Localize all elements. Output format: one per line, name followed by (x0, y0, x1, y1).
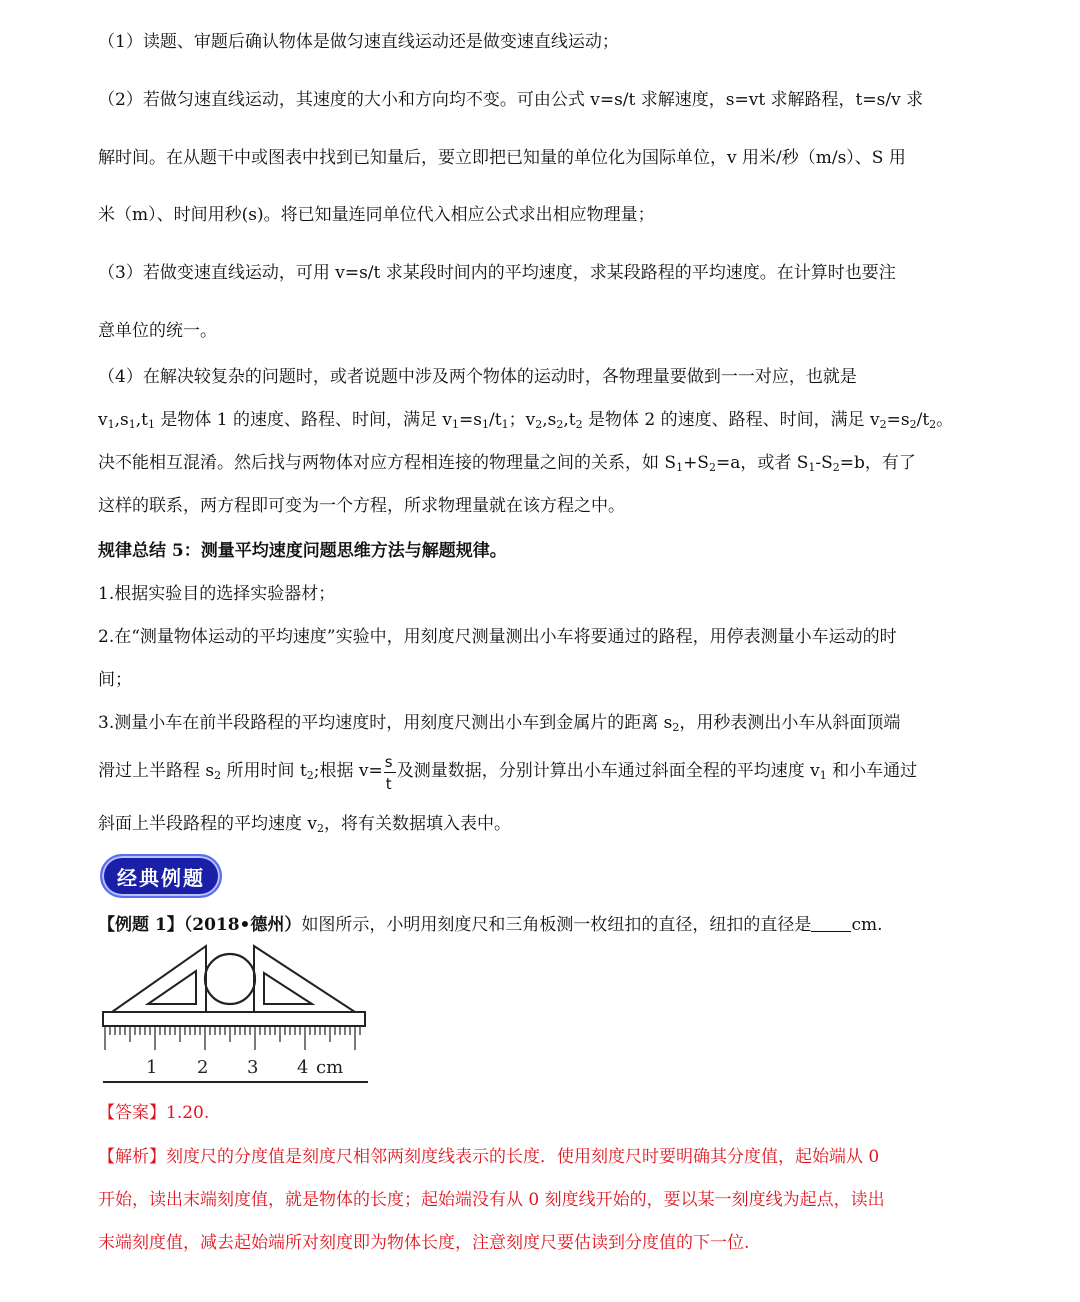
para-4-line-2: $v_1,s_1,t_1$ 是物体 1 的速度、路程、时间，满足 $v_1=s_1/t_1$；$v_2,s_2,t_2$ 是物体 2 的速度、路程、时间，满足 $v_2=s_2/t_2$。 (98, 410, 954, 431)
analysis-text-1: 刻度尺的分度值是刻度尺相邻两刻度线表示的长度．使用刻度尺时要明确其分度值，起始端从 0 (166, 1147, 880, 1167)
analysis-line-1 (98, 1145, 879, 1169)
answer-label: 【答案】 (98, 1103, 166, 1123)
example-unit: cm. (851, 915, 883, 935)
para-3-line-1: （3）若做变速直线运动，可用 v=s/t 求某段时间内的平均速度，求某段路程的平均速度。在计算时也要注 (98, 263, 896, 283)
para-4-line-1: （4）在解决较复杂的问题时，或者说题中涉及两个物体的运动时，各物理量要做到一一对应，也就是 (98, 367, 857, 387)
button-circle (205, 954, 255, 1004)
ruler-label-2: 2 (197, 1057, 209, 1078)
analysis-line-2: 开始，读出末端刻度值，就是物体的长度；起始端没有从 0 刻度线开始的，要以某一刻度线为起点，读出 (98, 1190, 885, 1210)
ruler-label-1: 1 (146, 1057, 158, 1078)
rule5-item-3-line-3: 斜面上半段路程的平均速度 $v_2$，将有关数据填入表中。 (98, 814, 512, 835)
answer-value: 1.20. (166, 1103, 210, 1123)
example-label: 【例题 1】（2018•德州） (98, 915, 302, 935)
ruler-body (103, 1012, 365, 1026)
ruler-label-3: 3 (247, 1057, 259, 1078)
analysis-line-3: 末端刻度值，减去起始端所对刻度即为物体长度，注意刻度尺要估读到分度值的下一位. (98, 1233, 750, 1253)
analysis-label: 【解析】 (98, 1147, 166, 1167)
answer-blank (811, 915, 851, 932)
para-2-line-2: 解时间。在从题干中或图表中找到已知量后，要立即把已知量的单位化为国际单位，v 用米/秒（m/s）、S 用 (98, 148, 906, 168)
right-triangle (254, 946, 355, 1012)
ruler-label-4: 4 (297, 1057, 309, 1078)
fraction-s-over-t: $\frac{s}{t}$ (384, 760, 396, 784)
para-4-line-4: 这样的联系，两方程即可变为一个方程，所求物理量就在该方程之中。 (98, 496, 625, 516)
para-2-line-3: 米（m）、时间用秒(s)。将已知量连同单位代入相应公式求出相应物理量； (98, 205, 655, 225)
ruler-figure (100, 940, 380, 1090)
answer-line (98, 1101, 209, 1125)
example-text: 如图所示，小明用刻度尺和三角板测一枚纽扣的直径，纽扣的直径是 (301, 915, 812, 935)
rule5-title: 规律总结 5：测量平均速度问题思维方法与解题规律。 (98, 541, 507, 561)
rule5-item-1: 1.根据实验目的选择实验器材； (98, 584, 336, 604)
rule5-item-2-line-2: 间； (98, 670, 132, 690)
left-triangle (112, 946, 206, 1012)
rule5-item-3-line-1: 3.测量小车在前半段路程的平均速度时，用刻度尺测出小车到金属片的距离 $s_2$，用秒表测出小车从斜面顶端 (98, 713, 901, 734)
section-badge: 经典例题 (100, 854, 222, 898)
ruler-unit: cm (316, 1057, 344, 1078)
para-1: （1）读题、审题后确认物体是做匀速直线运动还是做变速直线运动； (98, 32, 619, 52)
example-question (98, 913, 882, 937)
rule5-item-2-line-1: 2.在“测量物体运动的平均速度”实验中，用刻度尺测量测出小车将要通过的路程，用停表测量小车运动的时 (98, 627, 897, 647)
para-3-line-2: 意单位的统一。 (98, 321, 217, 341)
ruler-ticks (105, 1026, 360, 1050)
rule5-item-3-line-2: 滑过上半路程 $s_2$ 所用时间 $t_2$;根据 v= $\frac{s}{t}$ 及测量数据，分别计算出小车通过斜面全程的平均速度 $v_1$ 和小车通过 (98, 753, 918, 793)
para-2-line-1: （2）若做匀速直线运动，其速度的大小和方向均不变。可由公式 v=s/t 求解速度，s=vt 求解路程，t=s/v 求 (98, 90, 924, 110)
para-4-line-3: 决不能相互混淆。然后找与两物体对应方程相连接的物理量之间的关系，如 $S_1+S_2=a$，或者 $S_1-S_2=b$，有了 (98, 453, 916, 474)
